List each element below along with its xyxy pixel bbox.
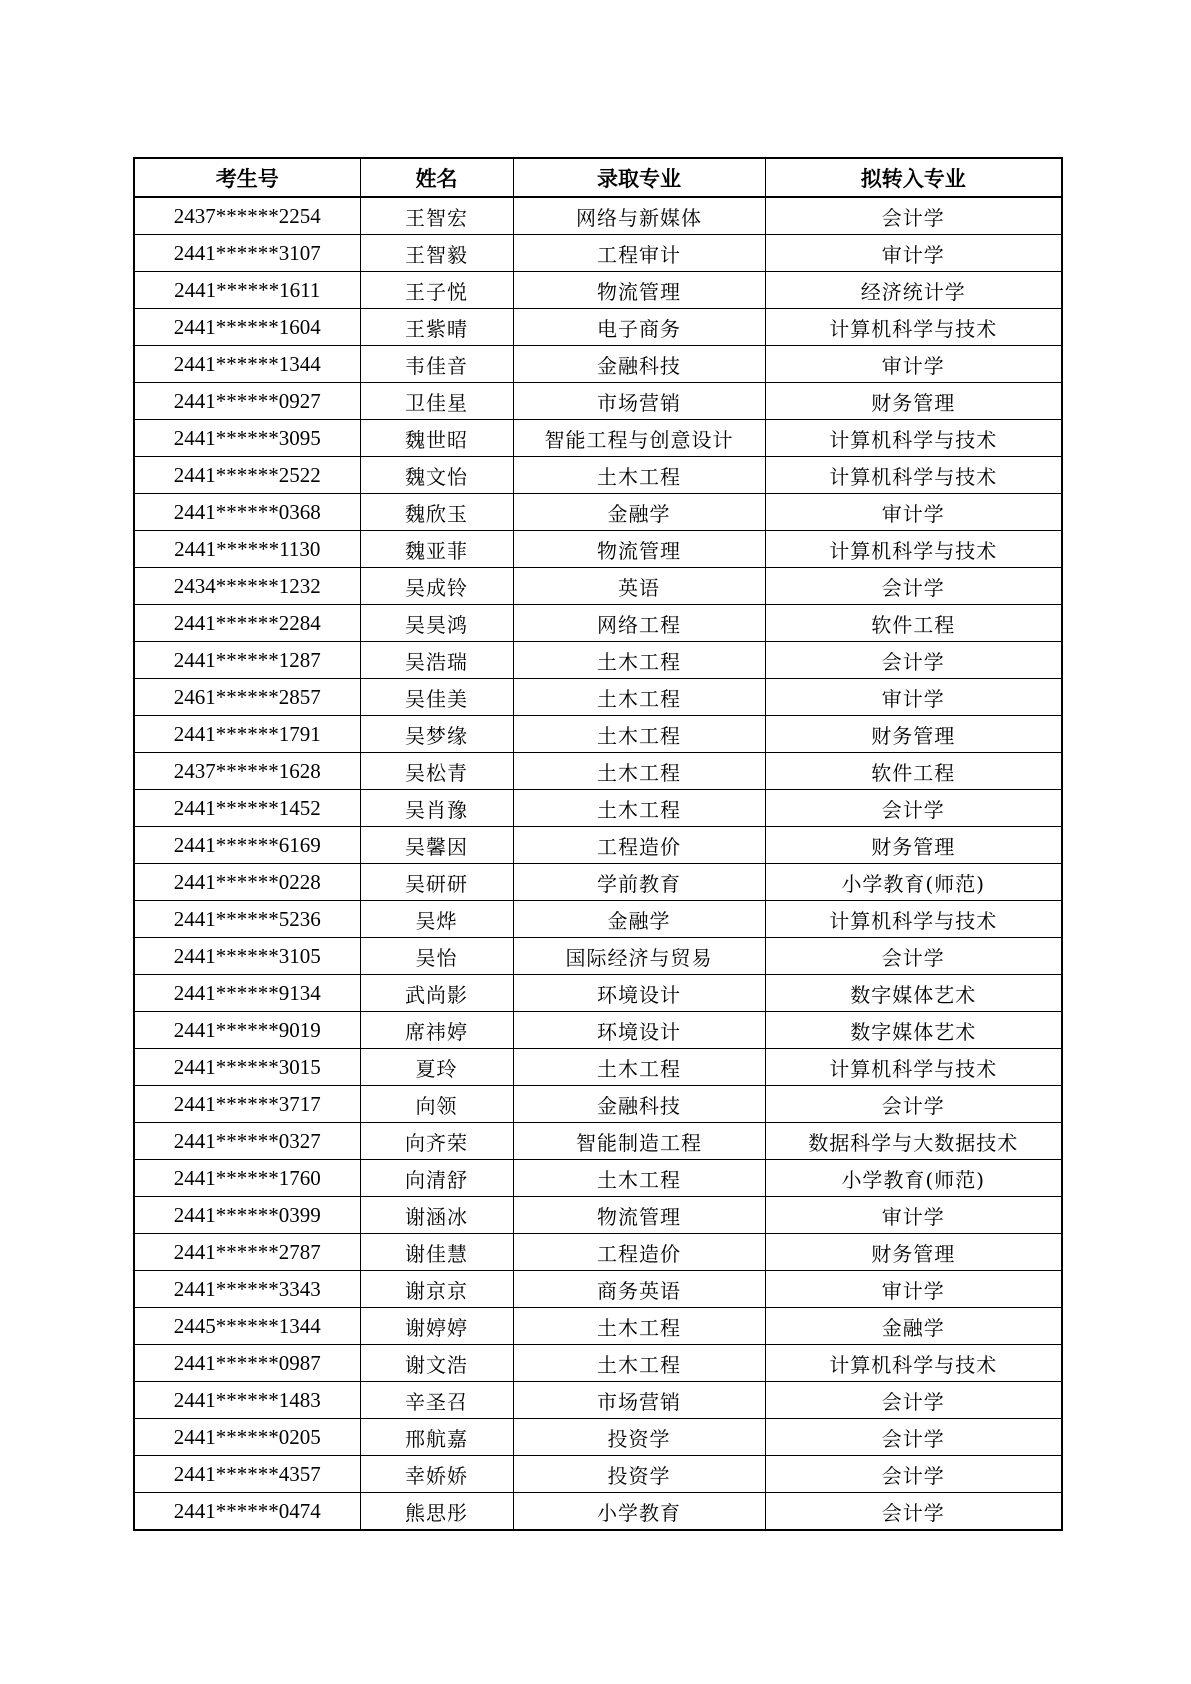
admitted-major-cell: 环境设计 <box>513 1012 765 1049</box>
candidate-number-cell: 2441******3343 <box>134 1271 360 1308</box>
table-row <box>134 901 1062 938</box>
table-row <box>134 679 1062 716</box>
admitted-major-cell: 网络与新媒体 <box>513 197 765 235</box>
name-cell: 吴昊鸿 <box>360 605 513 642</box>
table-row <box>134 272 1062 309</box>
table-row <box>134 1234 1062 1271</box>
name-cell: 谢涵冰 <box>360 1197 513 1234</box>
target-major-cell: 财务管理 <box>765 827 1062 864</box>
candidate-number-cell: 2441******1452 <box>134 790 360 827</box>
target-major-cell: 计算机科学与技术 <box>765 309 1062 346</box>
target-major-cell: 会计学 <box>765 790 1062 827</box>
name-cell: 魏世昭 <box>360 420 513 457</box>
target-major-cell: 小学教育(师范) <box>765 1160 1062 1197</box>
candidate-number-cell: 2441******3107 <box>134 235 360 272</box>
target-major-cell: 数字媒体艺术 <box>765 1012 1062 1049</box>
admitted-major-cell: 环境设计 <box>513 975 765 1012</box>
document-page <box>133 157 1063 1531</box>
table-row <box>134 1271 1062 1308</box>
candidate-number-cell: 2441******3105 <box>134 938 360 975</box>
name-cell: 向齐荣 <box>360 1123 513 1160</box>
candidate-number-cell: 2441******9019 <box>134 1012 360 1049</box>
target-major-cell: 计算机科学与技术 <box>765 457 1062 494</box>
name-cell: 吴浩瑞 <box>360 642 513 679</box>
candidate-number-cell: 2441******1760 <box>134 1160 360 1197</box>
admitted-major-cell: 土木工程 <box>513 679 765 716</box>
candidate-number-cell: 2441******0474 <box>134 1493 360 1531</box>
name-cell: 韦佳音 <box>360 346 513 383</box>
header-admitted-major: 录取专业 <box>513 158 765 197</box>
name-cell: 谢京京 <box>360 1271 513 1308</box>
name-cell: 王智毅 <box>360 235 513 272</box>
candidate-number-cell: 2441******0927 <box>134 383 360 420</box>
table-row <box>134 975 1062 1012</box>
candidate-number-cell: 2437******2254 <box>134 197 360 235</box>
name-cell: 谢文浩 <box>360 1345 513 1382</box>
admitted-major-cell: 土木工程 <box>513 1345 765 1382</box>
target-major-cell: 审计学 <box>765 494 1062 531</box>
target-major-cell: 数据科学与大数据技术 <box>765 1123 1062 1160</box>
table-row <box>134 938 1062 975</box>
candidate-number-cell: 2441******0987 <box>134 1345 360 1382</box>
target-major-cell: 会计学 <box>765 1419 1062 1456</box>
candidate-number-cell: 2441******5236 <box>134 901 360 938</box>
candidate-number-cell: 2441******2787 <box>134 1234 360 1271</box>
admitted-major-cell: 土木工程 <box>513 1160 765 1197</box>
table-row <box>134 420 1062 457</box>
header-candidate-number: 考生号 <box>134 158 360 197</box>
name-cell: 魏欣玉 <box>360 494 513 531</box>
admitted-major-cell: 物流管理 <box>513 531 765 568</box>
candidate-number-cell: 2441******0399 <box>134 1197 360 1234</box>
table-row <box>134 309 1062 346</box>
table-row <box>134 1456 1062 1493</box>
admitted-major-cell: 金融科技 <box>513 346 765 383</box>
admitted-major-cell: 投资学 <box>513 1419 765 1456</box>
target-major-cell: 计算机科学与技术 <box>765 420 1062 457</box>
name-cell: 王智宏 <box>360 197 513 235</box>
target-major-cell: 会计学 <box>765 1382 1062 1419</box>
name-cell: 吴烨 <box>360 901 513 938</box>
candidate-number-cell: 2441******1604 <box>134 309 360 346</box>
table-row <box>134 1197 1062 1234</box>
table-row <box>134 383 1062 420</box>
candidate-number-cell: 2437******1628 <box>134 753 360 790</box>
name-cell: 卫佳星 <box>360 383 513 420</box>
name-cell: 吴佳美 <box>360 679 513 716</box>
name-cell: 武尚影 <box>360 975 513 1012</box>
target-major-cell: 计算机科学与技术 <box>765 1345 1062 1382</box>
target-major-cell: 审计学 <box>765 346 1062 383</box>
target-major-cell: 审计学 <box>765 1271 1062 1308</box>
transfer-list-table <box>133 157 1063 1531</box>
table-row <box>134 716 1062 753</box>
name-cell: 幸娇娇 <box>360 1456 513 1493</box>
admitted-major-cell: 土木工程 <box>513 1308 765 1345</box>
target-major-cell: 财务管理 <box>765 716 1062 753</box>
name-cell: 吴怡 <box>360 938 513 975</box>
candidate-number-cell: 2441******2522 <box>134 457 360 494</box>
target-major-cell: 审计学 <box>765 1197 1062 1234</box>
target-major-cell: 计算机科学与技术 <box>765 531 1062 568</box>
name-cell: 席祎婷 <box>360 1012 513 1049</box>
name-cell: 吴馨因 <box>360 827 513 864</box>
candidate-number-cell: 2441******1130 <box>134 531 360 568</box>
target-major-cell: 小学教育(师范) <box>765 864 1062 901</box>
admitted-major-cell: 金融学 <box>513 494 765 531</box>
candidate-number-cell: 2441******0205 <box>134 1419 360 1456</box>
candidate-number-cell: 2441******1483 <box>134 1382 360 1419</box>
candidate-number-cell: 2441******6169 <box>134 827 360 864</box>
admitted-major-cell: 土木工程 <box>513 642 765 679</box>
name-cell: 向领 <box>360 1086 513 1123</box>
admitted-major-cell: 网络工程 <box>513 605 765 642</box>
table-row <box>134 346 1062 383</box>
admitted-major-cell: 英语 <box>513 568 765 605</box>
table-row <box>134 1382 1062 1419</box>
table-body <box>134 197 1062 1530</box>
admitted-major-cell: 智能工程与创意设计 <box>513 420 765 457</box>
target-major-cell: 会计学 <box>765 642 1062 679</box>
candidate-number-cell: 2441******2284 <box>134 605 360 642</box>
header-name: 姓名 <box>360 158 513 197</box>
name-cell: 吴研研 <box>360 864 513 901</box>
table-row <box>134 531 1062 568</box>
admitted-major-cell: 土木工程 <box>513 716 765 753</box>
table-row <box>134 568 1062 605</box>
candidate-number-cell: 2441******0368 <box>134 494 360 531</box>
candidate-number-cell: 2441******3095 <box>134 420 360 457</box>
admitted-major-cell: 商务英语 <box>513 1271 765 1308</box>
target-major-cell: 数字媒体艺术 <box>765 975 1062 1012</box>
target-major-cell: 会计学 <box>765 568 1062 605</box>
table-row <box>134 1160 1062 1197</box>
admitted-major-cell: 土木工程 <box>513 457 765 494</box>
candidate-number-cell: 2441******9134 <box>134 975 360 1012</box>
target-major-cell: 会计学 <box>765 1086 1062 1123</box>
name-cell: 魏文怡 <box>360 457 513 494</box>
candidate-number-cell: 2441******3717 <box>134 1086 360 1123</box>
header-row <box>134 158 1062 197</box>
admitted-major-cell: 学前教育 <box>513 864 765 901</box>
table-row <box>134 753 1062 790</box>
admitted-major-cell: 市场营销 <box>513 383 765 420</box>
table-row <box>134 827 1062 864</box>
admitted-major-cell: 工程造价 <box>513 827 765 864</box>
name-cell: 王紫晴 <box>360 309 513 346</box>
candidate-number-cell: 2441******3015 <box>134 1049 360 1086</box>
target-major-cell: 经济统计学 <box>765 272 1062 309</box>
name-cell: 辛圣召 <box>360 1382 513 1419</box>
name-cell: 王子悦 <box>360 272 513 309</box>
target-major-cell: 计算机科学与技术 <box>765 901 1062 938</box>
table-row <box>134 494 1062 531</box>
name-cell: 吴成铃 <box>360 568 513 605</box>
admitted-major-cell: 工程审计 <box>513 235 765 272</box>
candidate-number-cell: 2445******1344 <box>134 1308 360 1345</box>
candidate-number-cell: 2441******0327 <box>134 1123 360 1160</box>
table-row <box>134 1012 1062 1049</box>
admitted-major-cell: 土木工程 <box>513 1049 765 1086</box>
target-major-cell: 审计学 <box>765 679 1062 716</box>
target-major-cell: 软件工程 <box>765 605 1062 642</box>
name-cell: 熊思彤 <box>360 1493 513 1531</box>
admitted-major-cell: 物流管理 <box>513 272 765 309</box>
target-major-cell: 金融学 <box>765 1308 1062 1345</box>
candidate-number-cell: 2441******1611 <box>134 272 360 309</box>
admitted-major-cell: 物流管理 <box>513 1197 765 1234</box>
name-cell: 向清舒 <box>360 1160 513 1197</box>
name-cell: 谢婷婷 <box>360 1308 513 1345</box>
target-major-cell: 会计学 <box>765 1456 1062 1493</box>
name-cell: 吴肖豫 <box>360 790 513 827</box>
admitted-major-cell: 智能制造工程 <box>513 1123 765 1160</box>
table-row <box>134 1493 1062 1531</box>
table-row <box>134 1049 1062 1086</box>
table-row <box>134 235 1062 272</box>
admitted-major-cell: 电子商务 <box>513 309 765 346</box>
target-major-cell: 审计学 <box>765 235 1062 272</box>
table-row <box>134 790 1062 827</box>
name-cell: 谢佳慧 <box>360 1234 513 1271</box>
candidate-number-cell: 2434******1232 <box>134 568 360 605</box>
admitted-major-cell: 金融学 <box>513 901 765 938</box>
table-header <box>134 158 1062 197</box>
admitted-major-cell: 土木工程 <box>513 790 765 827</box>
target-major-cell: 会计学 <box>765 1493 1062 1531</box>
table-row <box>134 197 1062 235</box>
name-cell: 吴梦缘 <box>360 716 513 753</box>
table-row <box>134 605 1062 642</box>
table-row <box>134 642 1062 679</box>
candidate-number-cell: 2441******1344 <box>134 346 360 383</box>
admitted-major-cell: 小学教育 <box>513 1493 765 1531</box>
name-cell: 魏亚菲 <box>360 531 513 568</box>
admitted-major-cell: 金融科技 <box>513 1086 765 1123</box>
admitted-major-cell: 市场营销 <box>513 1382 765 1419</box>
table-row <box>134 1123 1062 1160</box>
name-cell: 夏玲 <box>360 1049 513 1086</box>
admitted-major-cell: 投资学 <box>513 1456 765 1493</box>
target-major-cell: 财务管理 <box>765 383 1062 420</box>
admitted-major-cell: 土木工程 <box>513 753 765 790</box>
admitted-major-cell: 国际经济与贸易 <box>513 938 765 975</box>
target-major-cell: 会计学 <box>765 197 1062 235</box>
table-row <box>134 1419 1062 1456</box>
name-cell: 吴松青 <box>360 753 513 790</box>
candidate-number-cell: 2461******2857 <box>134 679 360 716</box>
table-row <box>134 864 1062 901</box>
name-cell: 邢航嘉 <box>360 1419 513 1456</box>
target-major-cell: 计算机科学与技术 <box>765 1049 1062 1086</box>
candidate-number-cell: 2441******1287 <box>134 642 360 679</box>
table-row <box>134 1308 1062 1345</box>
candidate-number-cell: 2441******1791 <box>134 716 360 753</box>
target-major-cell: 财务管理 <box>765 1234 1062 1271</box>
target-major-cell: 会计学 <box>765 938 1062 975</box>
table-row <box>134 457 1062 494</box>
candidate-number-cell: 2441******0228 <box>134 864 360 901</box>
target-major-cell: 软件工程 <box>765 753 1062 790</box>
header-target-major: 拟转入专业 <box>765 158 1062 197</box>
table-row <box>134 1086 1062 1123</box>
candidate-number-cell: 2441******4357 <box>134 1456 360 1493</box>
table-row <box>134 1345 1062 1382</box>
admitted-major-cell: 工程造价 <box>513 1234 765 1271</box>
